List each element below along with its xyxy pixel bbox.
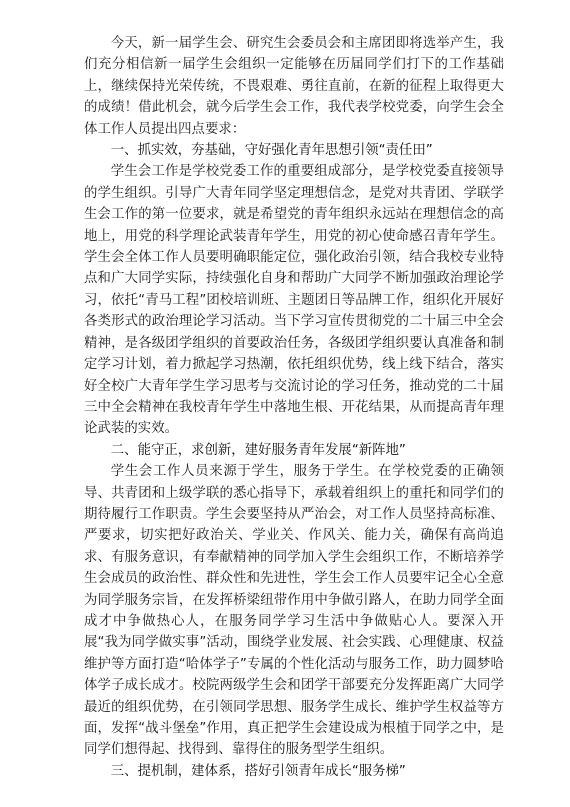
section-2-heading: 二、能守正，求创新，建好服务青年发展“新阵地” [110, 442, 406, 458]
section-2-paragraph: 学生会工作人员来源于学生，服务于学生。在学校党委的正确领导、共青团和上级学联的悉心指导下，承载着组织上的重托和同学们的期待履行工作职责。学生会要坚持从严治会，对工作人员坚持高标准、严要求，切实把好政治关、学业关、作风关、能力关，确保有高尚追求、有服务意识，有奉献精神的同学加入学生会组织工作，不断培养学生会成员的政治性、群众性和先进性，学生会工作人员要牢记全心全意为同学服务宗旨，在发挥桥梁纽带作用中争做引路人，在助力同学全面成才中争做热心人，在服务同学学习生活中争做贴心人。要深入开展“我为同学做实事”活动，围绕学业发展、社会实践、心理健康、权益维护等方面打造“哈体学子”专属的个性化活动与服务工作，助力圆梦哈体学子成长成才。校院两级学生会和团学干部要充分发挥距离广大同学最近的组织优势，在引领同学思想、服务学生成长、维护学生权益等方面，发挥“战斗堡垒”作用，真正把学生会建设成为根植于同学之中，是同学们想得起、找得到、靠得住的服务型学生组织。 [84, 464, 504, 758]
intro-paragraph: 今天，新一届学生会、研究生会委员会和主席团即将选举产生，我们充分相信新一届学生会组织一定能够在历届同学们打下的工作基础上，继续保持光荣传统，不畏艰难、勇往直前，在新的征程上取得更大的成绩！借此机会，就今后学生会工作，我代表学校党委，向学生会全体工作人员提出四点要求： [84, 36, 504, 137]
document-page [84, 24, 504, 782]
section-1-heading: 一、抓实效，夯基础，守好强化青年思想引领“责任田” [110, 143, 433, 159]
section-3-heading: 三、提机制，建体系，搭好引领青年成长“服务梯” [110, 763, 406, 779]
section-1-paragraph: 学生会工作是学校党委工作的重要组成部分，是学校党委直接领导的学生组织。引导广大青年同学坚定理想信念，是党对共青团、学联学生会工作的第一位要求，就是希望党的青年组织永远站在理想信念的高地上，用党的科学理论武装青年学生，用党的初心使命感召青年学生。学生会全体工作人员要明确职能定位，强化政治引领，结合我校专业特点和广大同学实际，持续强化自身和帮助广大同学不断加强政治理论学习，依托“青马工程”团校培训班、主题团日等品牌工作，组织化开展好各类形式的政治理论学习活动。当下学习宣传贯彻党的二十届三中全会精神，是各级团学组织的首要政治任务，各级团学组织要认真准备和制定学习计划，着力掀起学习热潮，依托组织优势，线上线下结合，落实好全校广大青年学生学习思考与交流讨论的学习任务，推动党的二十届三中全会精神在我校青年学生中落地生根、开花结果，从而提高青年理论武装的实效。 [84, 164, 504, 437]
